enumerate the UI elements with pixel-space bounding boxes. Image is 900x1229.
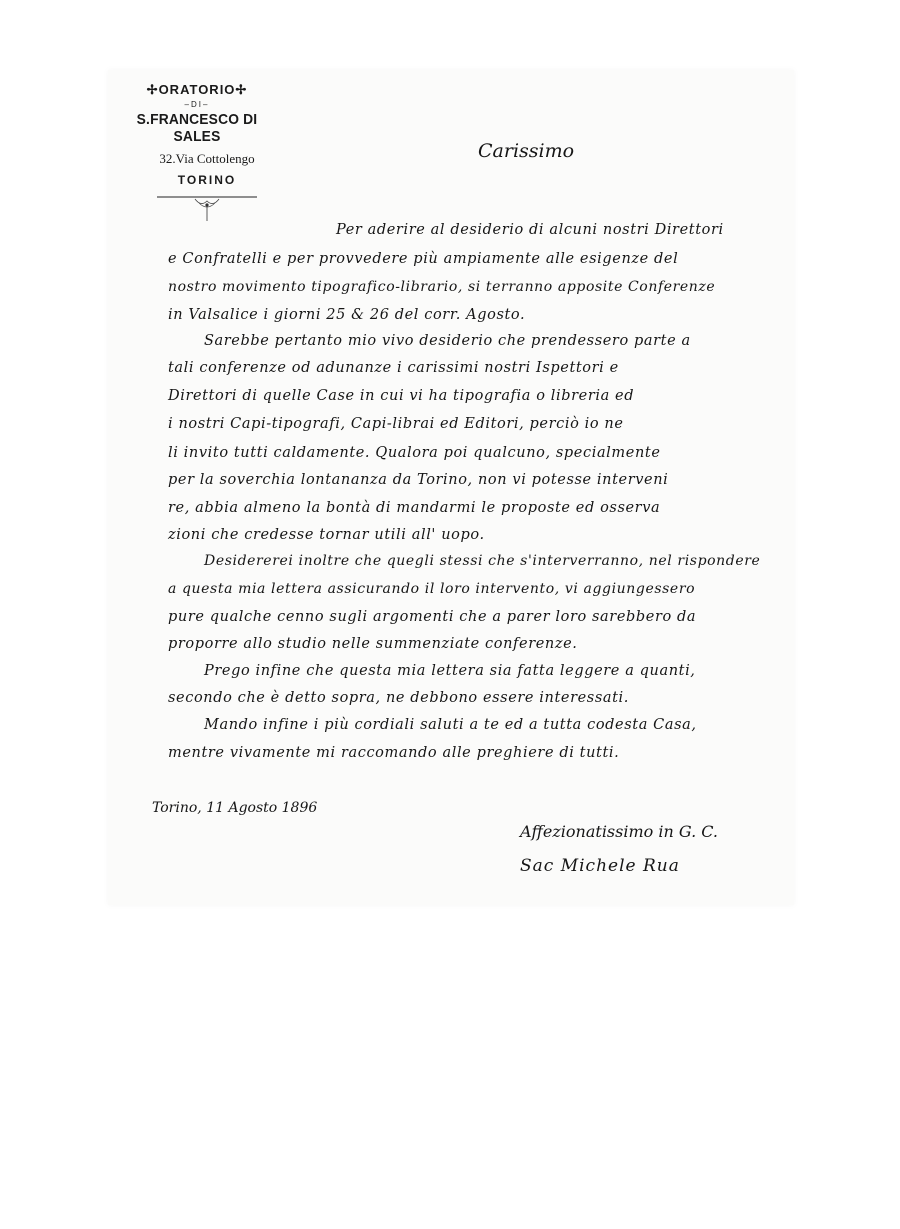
body-line-8: i nostri Capi-tipografi, Capi-librai ed Editori, perciò io ne [168,416,624,432]
body-line-20: mentre vivamente mi raccomando alle preghiere di tutti. [168,745,620,761]
letterhead-name: S.FRANCESCO DI SALES [136,111,258,145]
body-line-3: nostro movimento tipografico-librario, si terranno apposite Conferenze [168,279,716,295]
body-line-1: Per aderire al desiderio di alcuni nostri Direttori [336,222,724,238]
letter-date: Torino, 11 Agosto 1896 [152,800,318,816]
body-line-12: zioni che credesse tornar utili all' uopo. [168,527,485,543]
body-line-4: in Valsalice i giorni 25 & 26 del corr. Agosto. [168,307,526,323]
closing: Affezionatissimo in G. C. [520,822,719,841]
body-line-17: Prego infine che questa mia lettera sia fatta leggere a quanti, [204,663,696,679]
letterhead-di: –DI– [184,100,210,109]
body-line-7: Direttori di quelle Case in cui vi ha tipografia o libreria ed [168,388,635,404]
body-line-13: Desidererei inoltre che quegli stessi che s'interverranno, nel rispondere [204,553,761,569]
body-line-6: tali conferenze od adunanze i carissimi nostri Ispettori e [168,360,619,376]
body-line-15: pure qualche cenno sugli argomenti che a parer loro sarebbero da [168,609,697,625]
letterhead [112,82,282,223]
body-line-19: Mando infine i più cordiali saluti a te ed a tutta codesta Casa, [204,717,697,733]
body-line-5: Sarebbe pertanto mio vivo desiderio che prendessero parte a [204,333,691,349]
signature: Sac Michele Rua [520,856,680,876]
letterhead-address: 32.Via Cottolengo [159,151,255,166]
ornament-icon [132,193,282,223]
body-line-11: re, abbia almeno la bontà di mandarmi le proposte ed osserva [168,500,661,516]
body-line-10: per la soverchia lontananza da Torino, non vi potesse interveni [168,472,669,488]
body-line-9: li invito tutti caldamente. Qualora poi qualcuno, specialmente [168,445,661,461]
body-line-14: a questa mia lettera assicurando il loro intervento, vi aggiungessero [168,581,696,597]
body-line-16: proporre allo studio nelle summenziate conferenze. [168,636,578,652]
salutation: Carissimo [478,140,575,162]
letterhead-city: TORINO [177,173,237,187]
body-line-18: secondo che è detto sopra, ne debbono essere interessati. [168,690,630,706]
letterhead-oratorio: ✢ORATORIO✢ [146,82,248,97]
body-line-2: e Confratelli e per provvedere più ampiamente alle esigenze del [168,251,679,267]
